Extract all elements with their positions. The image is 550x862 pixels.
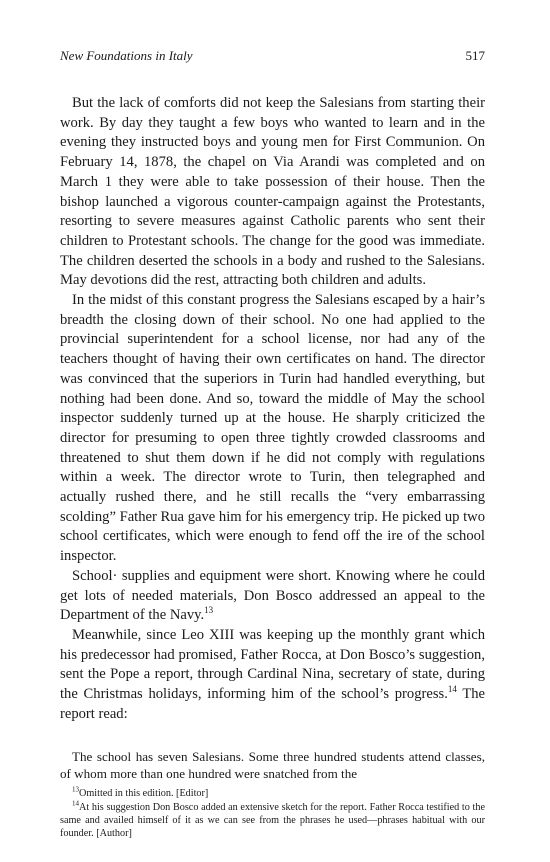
paragraph-text: Meanwhile, since Leo XIII was keeping up the monthly grant which his predecessor had promised, Father Rocca, at Don Bosco’s suggestion, sent the Pope a report, through Cardinal Nina, secretary of state, during the Christmas holidays, informing him of the school’s progress. bbox=[60, 626, 485, 703]
paragraph-text: But the lack of comforts did not keep the Salesians from starting their work. By day they taught a few boys who wanted to learn and in the evening they instructed boys and young men for First Communion. On February 14, 1878, the chapel on Via Arandi was completed and on March 1 they were able to take possession of their house. Then the bishop launched a vigorous counter-campaign against the Protestants, resorting to severe measures against Catholic parents who sent their children to Protestant schools. The change for the good was immediate. The children deserted the schools in a body and rushed to the Salesians. May devotions did the rest, attracting both children and adults. bbox=[60, 95, 485, 289]
block-quote bbox=[60, 748, 485, 783]
footnote-reference: 13 bbox=[204, 605, 214, 616]
footnote bbox=[60, 787, 485, 800]
paragraph bbox=[60, 94, 485, 291]
footnote-text: At his suggestion Don Bosco added an extensive sketch for the report. Father Rocca testified to the same and availed himself of it as we can see from the phrases he used—phrases habitual with our founder. [Author] bbox=[60, 801, 485, 840]
footnotes bbox=[60, 787, 485, 840]
body-text bbox=[60, 94, 485, 725]
footnote-mark: 14 bbox=[72, 799, 79, 808]
paragraph-tail: The report read: bbox=[60, 686, 486, 722]
paragraph-text: In the midst of this constant progress the Salesians escaped by a hair’s breadth the closing down of their school. No one had applied to the provincial superintendent for a school license, nor had any of the teachers thought of having their own certificates on hand. The director was convinced that the superiors in Turin had handled everything, but nothing had been done. And so, toward the middle of May the school inspector suddenly turned up at the house. He sharply criticized the director for presuming to open three tightly crowded classrooms and threatened to shut them down if he did not comply with regulations within a week. The director wrote to Turin, then telegraphed and actually rushed there, and he still recalls the “very embarrassing scolding” Father Rua gave him for his emergency trip. He picked up two school certificates, which were enough to fend off the ire of the school inspector. bbox=[60, 292, 485, 565]
paragraph bbox=[60, 567, 485, 626]
paragraph bbox=[60, 626, 485, 725]
footnote-mark: 13 bbox=[72, 785, 79, 794]
paragraph-text: School· supplies and equipment were short. Knowing where he could get lots of needed materials, Don Bosco addressed an appeal to the Department of the Navy. bbox=[60, 567, 485, 624]
quote-text: The school has seven Salesians. Some three hundred students attend classes, of whom more than one hundred were snatched from the bbox=[60, 748, 485, 781]
footnote-reference: 14 bbox=[447, 684, 457, 695]
footnote bbox=[60, 801, 485, 841]
page-number: 517 bbox=[465, 48, 485, 63]
footnote-text: Omitted in this edition. [Editor] bbox=[79, 788, 209, 800]
paragraph bbox=[60, 291, 485, 567]
book-page bbox=[60, 48, 485, 841]
running-head bbox=[60, 48, 485, 64]
running-head-title: New Foundations in Italy bbox=[60, 48, 193, 63]
